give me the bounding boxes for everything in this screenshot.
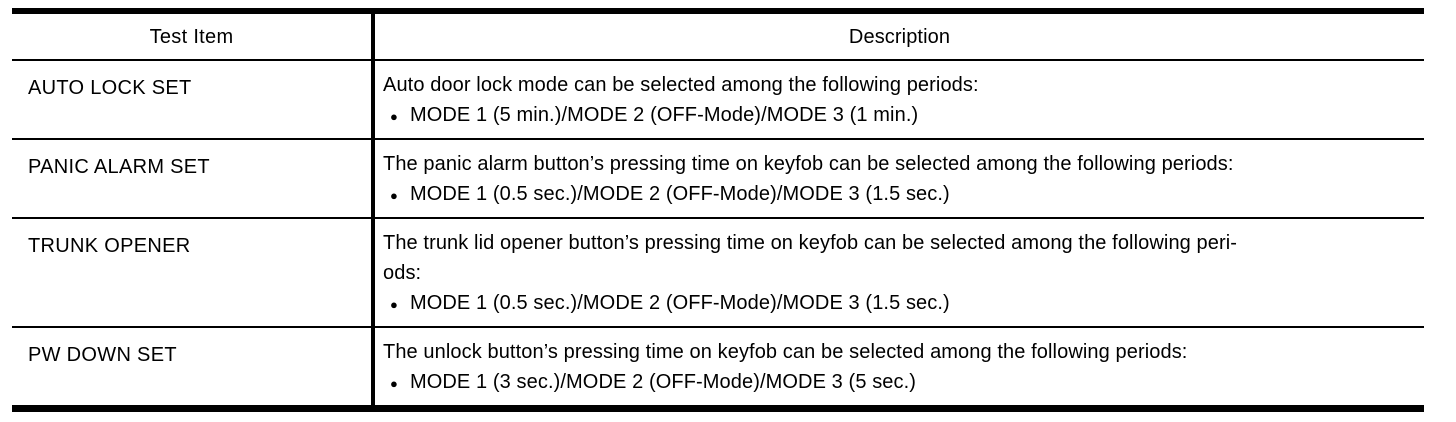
table-row <box>12 328 1424 405</box>
description-cell <box>375 140 1424 217</box>
bullet-text: MODE 1 (5 min.)/MODE 2 (OFF-Mode)/MODE 3 (1 min.) <box>409 104 919 126</box>
bullet-line <box>383 179 1418 211</box>
header-test-item <box>12 14 375 59</box>
bullet-line <box>383 100 1418 132</box>
test-item-label: PANIC ALARM SET <box>28 156 210 178</box>
table-row <box>12 219 1424 328</box>
test-item-label: AUTO LOCK SET <box>28 77 192 99</box>
test-item-label: PW DOWN SET <box>28 344 177 366</box>
bullet-text: MODE 1 (3 sec.)/MODE 2 (OFF-Mode)/MODE 3 (5 sec.) <box>409 371 917 393</box>
description-line: The unlock button’s pressing time on keyfob can be selected among the following periods: <box>383 341 1188 363</box>
bullet-icon: ● <box>390 109 398 124</box>
test-item-table <box>12 8 1424 412</box>
test-item-label: TRUNK OPENER <box>28 235 191 257</box>
test-item-cell <box>12 140 375 217</box>
bullet-icon: ● <box>390 188 398 203</box>
header-description <box>375 14 1424 59</box>
bullet-icon: ● <box>390 376 398 391</box>
description-line: The trunk lid opener button’s pressing time on keyfob can be selected among the following peri- <box>383 232 1238 254</box>
bullet-line <box>383 288 1418 320</box>
table-header-row <box>12 14 1424 61</box>
bullet-text: MODE 1 (0.5 sec.)/MODE 2 (OFF-Mode)/MODE 3 (1.5 sec.) <box>409 183 950 205</box>
header-description-label: Description <box>848 25 951 48</box>
table-row <box>12 140 1424 219</box>
description-line: The panic alarm button’s pressing time on keyfob can be selected among the following periods: <box>383 153 1234 175</box>
bullet-icon: ● <box>390 297 398 312</box>
header-test-item-label: Test Item <box>149 25 234 48</box>
description-cell <box>375 219 1424 326</box>
test-item-cell <box>12 219 375 326</box>
test-item-cell <box>12 61 375 138</box>
test-item-cell <box>12 328 375 405</box>
description-cell <box>375 328 1424 405</box>
bullet-text: MODE 1 (0.5 sec.)/MODE 2 (OFF-Mode)/MODE 3 (1.5 sec.) <box>409 292 950 314</box>
description-line: Auto door lock mode can be selected among the following periods: <box>383 74 979 96</box>
table-row <box>12 61 1424 140</box>
description-cell <box>375 61 1424 138</box>
bullet-line <box>383 367 1418 399</box>
description-line: ods: <box>383 262 422 284</box>
